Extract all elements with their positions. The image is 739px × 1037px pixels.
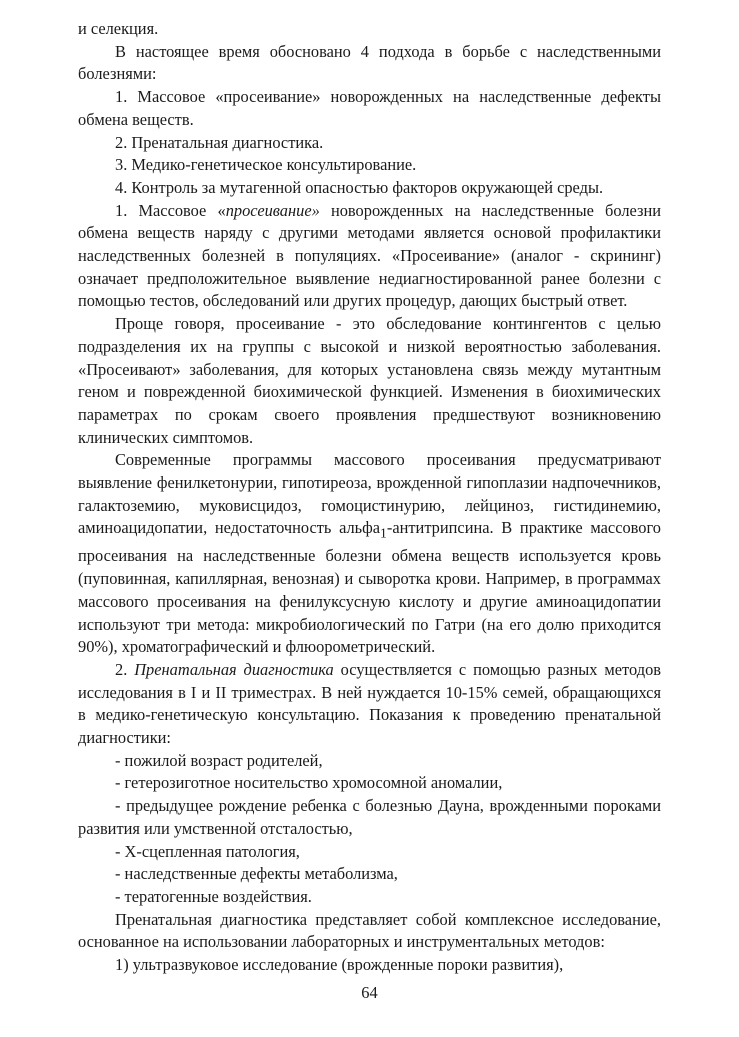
document-page: [78, 18, 661, 977]
approach-item-2: 2. Пренатальная диагностика.: [115, 132, 324, 152]
paragraph-approaches-intro: В настоящее время обосновано 4 подхода в борьбе с наследственными болезнями:: [78, 41, 661, 84]
approach-item-4: 4. Контроль за мутагенной опасностью факторов окружающей среды.: [115, 177, 604, 197]
indication-item: - пожилой возраст родителей,: [115, 750, 323, 770]
method-item-ultrasound: 1) ультразвуковое исследование (врожденные пороки развития),: [115, 955, 564, 975]
term-screening: просеивание»: [225, 200, 320, 220]
approach-item-1: 1. Массовое «просеивание» новорожденных на наследственные дефекты обмена веществ.: [78, 87, 661, 129]
approach-item-3: 3. Медико-генетическое консультирование.: [115, 155, 417, 175]
indication-item: - тератогенные воздействия.: [115, 887, 312, 906]
subscript-1: 1: [380, 525, 387, 541]
indication-item: - предыдущее рождение ребенка с болезнью Дауна, врожденными пороками развития или умственной отсталостью,: [78, 796, 661, 838]
paragraph-continuation: и селекция.: [78, 19, 159, 38]
term-prenatal-diagnostics: Пренатальная диагностика: [134, 659, 334, 679]
paragraph-screening: 1. Массовое «просеивание» новорожденных на наследственные болезни обмена веществ наряду с другими методами является основой профилактики наследственных болезней в популяциях. «Просеивание» (аналог - скрининг) означает предположительное выявление недиагностированной ранее болезни с помощью тестов, обследований или других процедур, дающих быстрый ответ.: [78, 200, 661, 311]
paragraph-complex-study: Пренатальная диагностика представляет собой комплексное исследование, основанное на использовании лабораторных и инструментальных методов:: [78, 909, 661, 952]
indication-item: - наследственные дефекты метаболизма,: [115, 864, 398, 884]
paragraph-programs: Современные программы массового просеивания предусматривают выявление фенилкетонурии, гипотиреоза, врожденной гипоплазии надпочечников, галактоземию, муковисцидоз, гомоцистинурию, лейциноз, гистидинемию, аминоацидопатии, недостаточность альфа$_1$-антитрипсина. В практике массового просеивания на наследственные болезни обмена веществ используется кровь (пуповинная, капиллярная, венозная) и сыворотка крови. Например, в программах массового просеивания на фенилуксусную кислоту и другие аминоацидопатии используют три метода: микробиологический по Гатри (на его долю приходится 90%), хроматографический и флюорометрический.: [78, 450, 661, 657]
page-number: 64: [361, 983, 378, 1002]
paragraph-prenatal: 2. Пренатальная диагностика осуществляется с помощью разных методов исследования в I и II триместрах. В ней нуждается 10-15% семей, обращающихся в медико-генетическую консультацию. Показания к проведению пренатальной диагностики:: [78, 659, 661, 748]
indication-item: - гетерозиготное носительство хромосомной аномалии,: [115, 773, 503, 793]
indication-item: - Х-сцепленная патология,: [115, 841, 300, 861]
paragraph-simply: Проще говоря, просеивание - это обследование контингентов с целью подразделения их на группы с высокой и низкой вероятностью заболевания. «Просеивают» заболевания, для которых установлена связь между мутантным геном и поврежденной биохимической функцией. Изменения в биохимических параметрах по срокам своего проявления предшествуют возникновению клинических симптомов.: [78, 314, 661, 447]
